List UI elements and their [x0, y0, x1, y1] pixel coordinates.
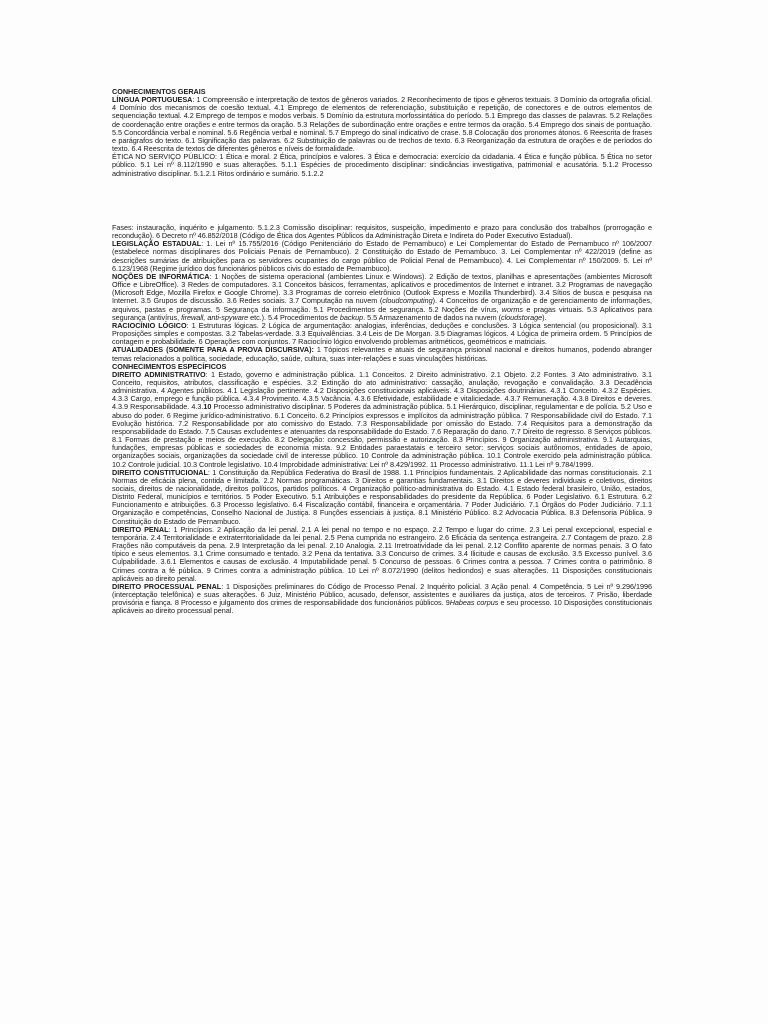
informatica-text-b: ). 4 Conceitos de organização e de gerenciamento de informações, arquivos, pastas e programas. 5 Segurança da informação. 5.1 Procedimentos de segurança. 5.2 Noções de vírus, — [112, 296, 652, 314]
administrativo-title: DIREITO ADMINISTRATIVO — [112, 369, 206, 379]
administrativo-bold-tail: 10 — [203, 402, 212, 412]
informatica-italic-d: backup — [339, 312, 364, 322]
section-direito-processual-penal — [112, 583, 652, 616]
section-direito-penal — [112, 526, 652, 583]
processual-italic-a: Habeas corpus — [449, 598, 499, 608]
raciocinio-title: RACIOCÍNIO LÓGICO — [112, 320, 187, 330]
section-direito-administrativo — [112, 371, 652, 469]
legislacao-title: LEGISLAÇÃO ESTADUAL — [112, 239, 202, 249]
section-raciocinio-logico — [112, 322, 652, 346]
section-atualidades — [112, 346, 652, 362]
informatica-italic-b: worms — [501, 304, 523, 314]
section-direito-constitucional — [112, 469, 652, 526]
administrativo-text-2: Processo administrativo disciplinar. 5 Poderes da administração pública. 5.1 Hierárquico, disciplinar, regulamentar e de polícia. 5.2 Uso e abuso do poder. 6 Regime jurídico-administrativo. 6.1 Conceito. 6.2 Princípios expressos e implícitos da administração pública. 7 Responsabilidade civil do Estado. 7.1 Evolução histórica. 7.2 Responsabilidade por ato comissivo do Estado. 7.3 Responsabilidade por omissão do Estado. 7.4 Requisitos para a demonstração da responsabilidade do Estado. 7.5 Causas excludentes e atenuantes da responsabilidade do Estado. 7.6 Reparação do dano. 7.7 Direito de regresso. 8 Serviços públicos. 8.1 Formas de prestação e meios de execução. 8.2 Delegação: concessão, permissão e autorização. 8.3 Princípios. 9 Organização administrativa. 9.1 Autarquias, fundações, empresas públicas e sociedades de economia mista. 9.2 Entidades paraestatais e terceiro setor: serviços sociais autônomos, entidades de apoio, organizações sociais, organizações da sociedade civil de interesse público. 10 Controle da administração pública. 10.1 Controle exercido pela administração pública. 10.2 Controle judicial. 10.3 Controle legislativo. 10.4 Improbidade administrativa: Lei nº 8.429/1992. 11 Processo administrativo. 11.1 Lei nº 9.784/1999. — [112, 402, 652, 469]
section-legislacao-estadual — [112, 240, 652, 273]
informatica-title: NOÇÕES DE INFORMÁTICA — [112, 271, 210, 281]
section-informatica — [112, 273, 652, 322]
informatica-text-f: ). — [542, 312, 547, 322]
processual-text-a: : 1 Disposições preliminares do Código de Processo Penal. 2 Inquérito policial. 3 Ação penal. 4 Competência. 5 Lei nº 9.296/1996 (interceptação telefônica) e suas alterações. 6 Juiz, Ministério Público, acusado, defensor, assistentes e auxiliares da justiça, atos de terceiros. 7 Prisão, liberdade provisória e fiança. 8 Processo e julgamento dos crimes de responsabilidade dos funcionários públicos. 9 — [112, 581, 652, 608]
atualidades-title: ATUALIDADES (SOMENTE PARA A PROVA DISCURSIVA): — [112, 345, 314, 355]
informatica-italic-a: cloudcomputing — [382, 296, 433, 306]
constitucional-title: DIREITO CONSTITUCIONAL — [112, 467, 208, 477]
administrativo-text: : 1 Estado, governo e administração pública. 1.1 Conceitos. 2 Direito administrativo. 2.1 Objeto. 2.2 Fontes. 3 Ato administrativo. 3.1 Conceito, requisitos, atributos, classificação e espécies. 3.2 Extinção do ato administrativo: cassação, anulação, revogação e convalidação. 3.3 Decadência administrativa. 4 Agentes públicos. 4.1 Legislação pertinente. 4.2 Disposições constitucionais aplicáveis. 4.3 Disposições doutrinárias. 4.3.1 Conceito. 4.3.2 Espécies. 4.3.3 Cargo, emprego e função pública. 4.3.4 Provimento. 4.3.5 Vacância. 4.3.6 Efetividade, estabilidade e vitaliciedade. 4.3.7 Remuneração. 4.3.8 Direitos e deveres. 4.3.9 Responsabilidade. 4.3. — [112, 369, 652, 412]
informatica-italic-e: cloudstorage — [501, 312, 543, 322]
heading-conhecimentos-especificos: CONHECIMENTOS ESPECÍFICOS — [112, 361, 227, 371]
section-etica-top: ÉTICA NO SERVIÇO PÚBLICO: 1 Ética e moral. 2 Ética, princípios e valores. 3 Ética e democracia: exercício da cidadania. 4 Ética e função pública. 5 Ética no setor público. 5.1 Lei nº 8.112/1990 e suas alterações. 5.1.1 Espécies de procedimento disciplinar: sindicâncias investigativa, patrimonial e acusatória. 5.1.2 Processo administrativo disciplinar. 5.1.2.1 Ritos ordinário e sumário. 5.1.2.2 — [112, 152, 652, 178]
penal-text: : 1 Princípios. 2 Aplicação da lei penal. 2.1 A lei penal no tempo e no espaço. 2.2 Tempo e lugar do crime. 2.3 Lei penal excepcional, especial e temporária. 2.4 Territorialidade e extraterritorialidade da lei penal. 2.5 Pena cumprida no estrangeiro. 2.6 Eficácia da sentença estrangeira. 2.7 Contagem de prazo. 2.8 Frações não computáveis da pena. 2.9 Interpretação da lei penal. 2.10 Analogia. 2.11 Irretroatividade da lei penal. 2.12 Conflito aparente de normas penais. 3 O fato típico e seus elementos. 3.1 Crime consumado e tentado. 3.2 Pena da tentativa. 3.3 Concurso de crimes. 3.4 Ilicitude e causas de exclusão. 3.5 Excesso punível. 3.6 Culpabilidade. 3.6.1 Elementos e causas de exclusão. 4 Imputabilidade penal. 5 Concurso de pessoas. 6 Crimes contra a pessoa. 7 Crimes contra o patrimônio. 8 Crimes contra a fé pública. 9 Crimes contra a administração pública. 10 Lei nº 8.072/1990 (delitos hediondos) e suas alterações. 11 Disposições constitucionais aplicáveis ao direito penal. — [112, 524, 653, 583]
informatica-text-d: etc.). 5.4 Procedimentos de — [248, 312, 340, 322]
continued-block — [112, 224, 652, 616]
informatica-text-c: e pragas virtuais. 5.3 Aplicativos para segurança (antivírus, — [112, 304, 652, 322]
processual-text-b: e seu processo. 10 Disposições constitucionais aplicáveis ao direito processual penal. — [112, 598, 652, 616]
general-knowledge-block — [112, 88, 652, 178]
section-etica-continued: Fases: instauração, inquérito e julgamento. 5.1.2.3 Comissão disciplinar: requisitos, suspeição, impedimento e prazo para conclusão dos trabalhos (prorrogação e recondução). 6 Decreto nº 46.852/2018 (Código de Ética dos Agentes Públicos da Administração Direta e Indireta do Poder Executivo Estadual). — [112, 223, 652, 241]
legislacao-text: : 1. Lei nº 15.755/2016 (Código Penitenciário do Estado de Pernambuco) e Lei Complementar do Estado de Pernambuco nº 106/2007 (estabelece normas disciplinares dos Policiais Penais de Pernambuco). 2 Constituição do Estado de Pernambuco. 3. Lei Complementar nº 422/2019 (define as descrições sumárias de atribuições para os servidores ocupantes do cargo público de Policial Penal de Pernambuco). 4. Lei Complementar nº 150/2009. 5. Lei nº 6.123/1968 (Regime jurídico dos funcionários públicos civis do estado de Pernambuco). — [112, 239, 653, 273]
informatica-italic-c: firewall, anti-spyware — [181, 312, 249, 322]
section-lingua-portuguesa — [112, 96, 652, 153]
constitucional-text: : 1 Constituição da República Federativa do Brasil de 1988. 1.1 Princípios fundamentais. 2 Aplicabilidade das normas constitucionais. 2.1 Normas de eficácia plena, contida e limitada. 2.2 Normas programáticas. 3 Direitos e garantias fundamentais. 3.1 Direitos e deveres individuais e coletivos, direitos sociais, direitos de nacionalidade, direitos políticos, partidos políticos. 4 Organização político-administrativa do Estado. 4.1 Estado federal brasileiro, União, estados, Distrito Federal, municípios e territórios. 5 Poder Executivo. 5.1 Atribuições e responsabilidades do presidente da República. 6 Poder Legislativo. 6.1 Estrutura. 6.2 Funcionamento e atribuições. 6.3 Processo legislativo. 6.4 Fiscalização contábil, financeira e orçamentária. 7 Poder Judiciário. 7.1 Órgãos do Poder Judiciário. 7.1.1 Organização e competências, Conselho Nacional de Justiça. 8 Funções essenciais à justiça. 8.1 Ministério Público. 8.2 Advocacia Pública. 8.3 Defensoria Pública. 9 Constituição do Estado de Pernambuco. — [112, 467, 652, 526]
processual-title: DIREITO PROCESSUAL PENAL — [112, 581, 222, 591]
penal-title: DIREITO PENAL — [112, 524, 169, 534]
atualidades-text: 1 Tópicos relevantes e atuais de segurança prisional nacional e direitos humanos, podendo abranger temas relacionados a política, sociedade, educação, saúde, cultura, suas inter-relações e suas vinculações históricas. — [112, 345, 652, 363]
informatica-text-e: . 5.5 Armazenamento de dados na nuvem ( — [363, 312, 501, 322]
heading-conhecimentos-gerais: CONHECIMENTOS GERAIS — [112, 87, 206, 96]
raciocinio-text: : 1 Estruturas lógicas. 2 Lógica de argumentação: analogias, inferências, deduções e conclusões. 3 Lógica sentencial (ou proposicional). 3.1 Proposições simples e compostas. 3.2 Tabelas-verdade. 3.3 Equivalências. 3.4 Leis de De Morgan. 3.5 Diagramas lógicos. 4 Lógica de primeira ordem. 5 Princípios de contagem e probabilidade. 6 Operações com conjuntos. 7 Raciocínio lógico envolvendo problemas aritméticos, geométricos e matriciais. — [112, 320, 653, 347]
lingua-title: LÍNGUA PORTUGUESA — [112, 95, 193, 105]
lingua-text: : 1 Compreensão e interpretação de textos de gêneros variados. 2 Reconhecimento de tipos e gêneros textuais. 3 Domínio da ortografia oficial. 4 Domínio dos mecanismos de coesão textual. 4.1 Emprego de elementos de referenciação, substituição e repetição, de conectores e de outros elementos de sequenciação textual. 4.2 Emprego de tempos e modos verbais. 5 Domínio da estrutura morfossintática do período. 5.1 Emprego das classes de palavras. 5.2 Relações de coordenação entre orações e entre termos da oração. 5.3 Relações de subordinação entre orações e entre termos da oração. 5.4 Emprego dos sinais de pontuação. 5.5 Concordância verbal e nominal. 5.6 Regência verbal e nominal. 5.7 Emprego do sinal indicativo de crase. 5.8 Colocação dos pronomes átonos. 6 Reescrita de frases e parágrafos do texto. 6.1 Significação das palavras. 6.2 Substituição de palavras ou de trechos de texto. 6.3 Reorganização da estrutura de orações e de períodos do texto. 6.4 Reescrita de textos de diferentes gêneros e níveis de formalidade. — [112, 95, 652, 154]
informatica-text-a: : 1 Noções de sistema operacional (ambientes Linux e Windows). 2 Edição de textos, planilhas e apresentações (ambientes Microsoft Office e LibreOffice). 3 Redes de computadores. 3.1 Conceitos básicos, ferramentas, aplicativos e procedimentos de Internet e intranet. 3.2 Programas de navegação (Microsoft Edge, Mozilla Firefox e Google Chrome). 3.3 Programas de correio eletrônico (Outlook Express e Mozilla Thunderbird). 3.4 Sítios de busca e pesquisa na Internet. 3.5 Grupos de discussão. 3.6 Redes sociais. 3.7 Computação na nuvem ( — [112, 271, 652, 306]
